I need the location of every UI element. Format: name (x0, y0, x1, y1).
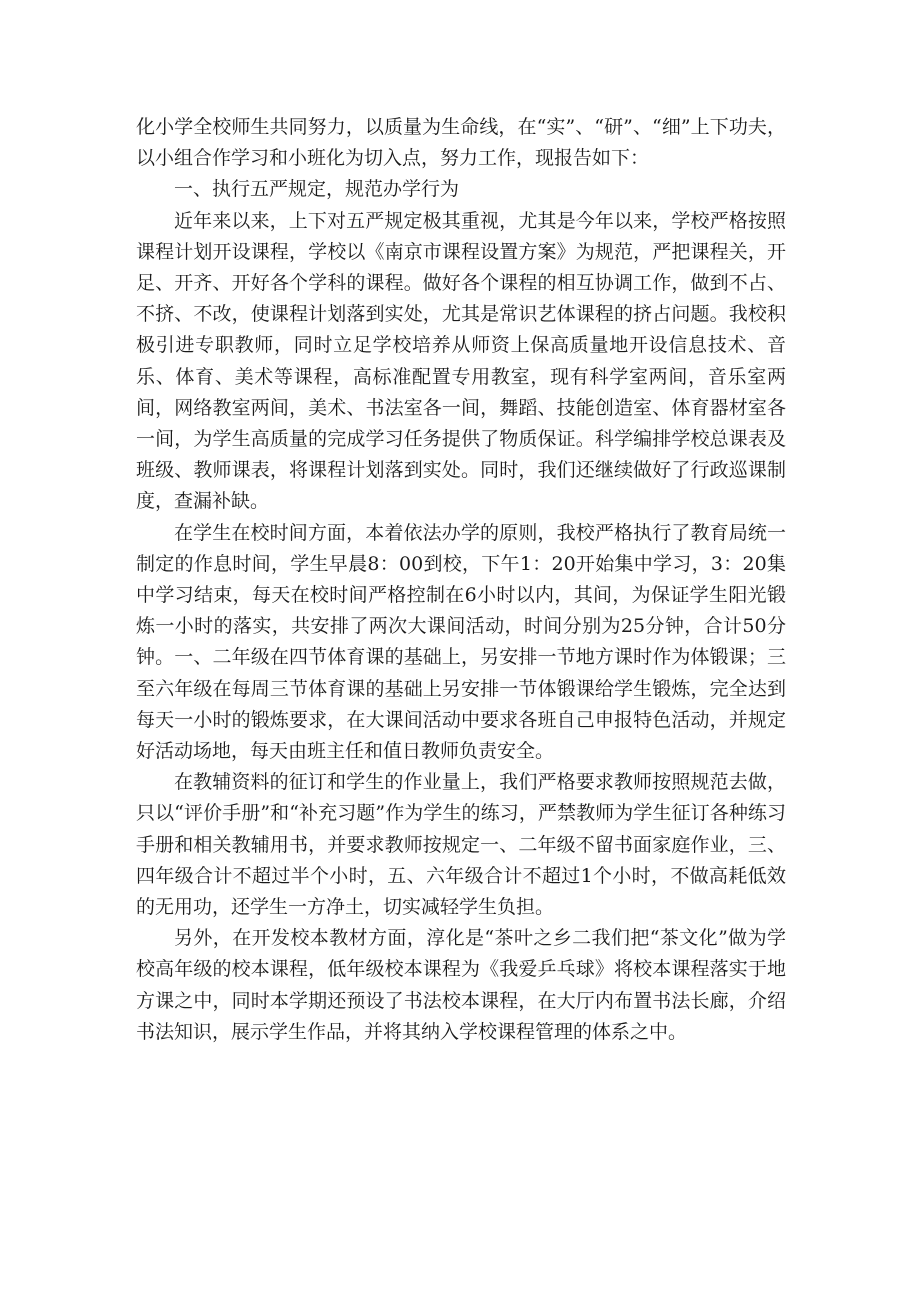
paragraph-school-based-curriculum: 另外，在开发校本教材方面，淳化是“茶叶之乡二我们把“茶文化”做为学校高年级的校本课程，低年级校本课程为《我爱乒乓球》将校本课程落实于地方课之中，同时本学期还预设了书法校本课程，在大厅内布置书法长廊，介绍书法知识，展示学生作品，并将其纳入学校课程管理的体系之中。 (136, 927, 786, 1043)
paragraph-homework: 在教辅资料的征订和学生的作业量上，我们严格要求教师按照规范去做，只以“评价手册”和“补充习题”作为学生的练习，严禁教师为学生征订各种练习手册和相关教辅用书，并要求教师按规定一、二年级不留书面家庭作业，三、四年级合计不超过半个小时，五、六年级合计不超过1个小时，不做高耗低效的无用功，还学生一方净土，切实减轻学生负担。 (136, 771, 786, 919)
paragraph-intro-continuation: 化小学全校师生共同努力，以质量为生命线，在“实”、“研”、“细”上下功夫，以小组合作学习和小班化为切入点，努力工作，现报告如下： (136, 116, 786, 170)
document-body (136, 112, 786, 1048)
paragraph-school-time: 在学生在校时间方面，本着依法办学的原则，我校严格执行了教育局统一制定的作息时间，学生早晨8：00到校，下午1：20开始集中学习，3：20集中学习结束，每天在校时间严格控制在6小时以内，其间，为保证学生阳光锻炼一小时的落实，共安排了两次大课间活动，时间分别为25分钟，合计50分钟。一、二年级在四节体育课的基础上，另安排一节地方课时作为体锻课；三至六年级在每周三节体育课的基础上另安排一节体锻课给学生锻炼，完全达到每天一小时的锻炼要求，在大课间活动中要求各班自己申报特色活动，并规定好活动场地，每天由班主任和值日教师负责安全。 (136, 521, 786, 763)
section-heading-five-strict-rules: 一、执行五严规定，规范办学行为 (174, 178, 460, 201)
paragraph-curriculum: 近年来以来，上下对五严规定极其重视，尤其是今年以来，学校严格按照课程计划开设课程，学校以《南京市课程设置方案》为规范，严把课程关，开足、开齐、开好各个学科的课程。做好各个课程的相互协调工作，做到不占、不挤、不改，使课程计划落到实处，尤其是常识艺体课程的挤占问题。我校积极引进专职教师，同时立足学校培养从师资上保高质量地开设信息技术、音乐、体育、美术等课程，高标准配置专用教室，现有科学室两间，音乐室两间，网络教室两间，美术、书法室各一间，舞蹈、技能创造室、体育器材室各一间，为学生高质量的完成学习任务提供了物质保证。科学编排学校总课表及班级、教师课表，将课程计划落到实处。同时，我们还继续做好了行政巡课制度，查漏补缺。 (136, 209, 786, 513)
